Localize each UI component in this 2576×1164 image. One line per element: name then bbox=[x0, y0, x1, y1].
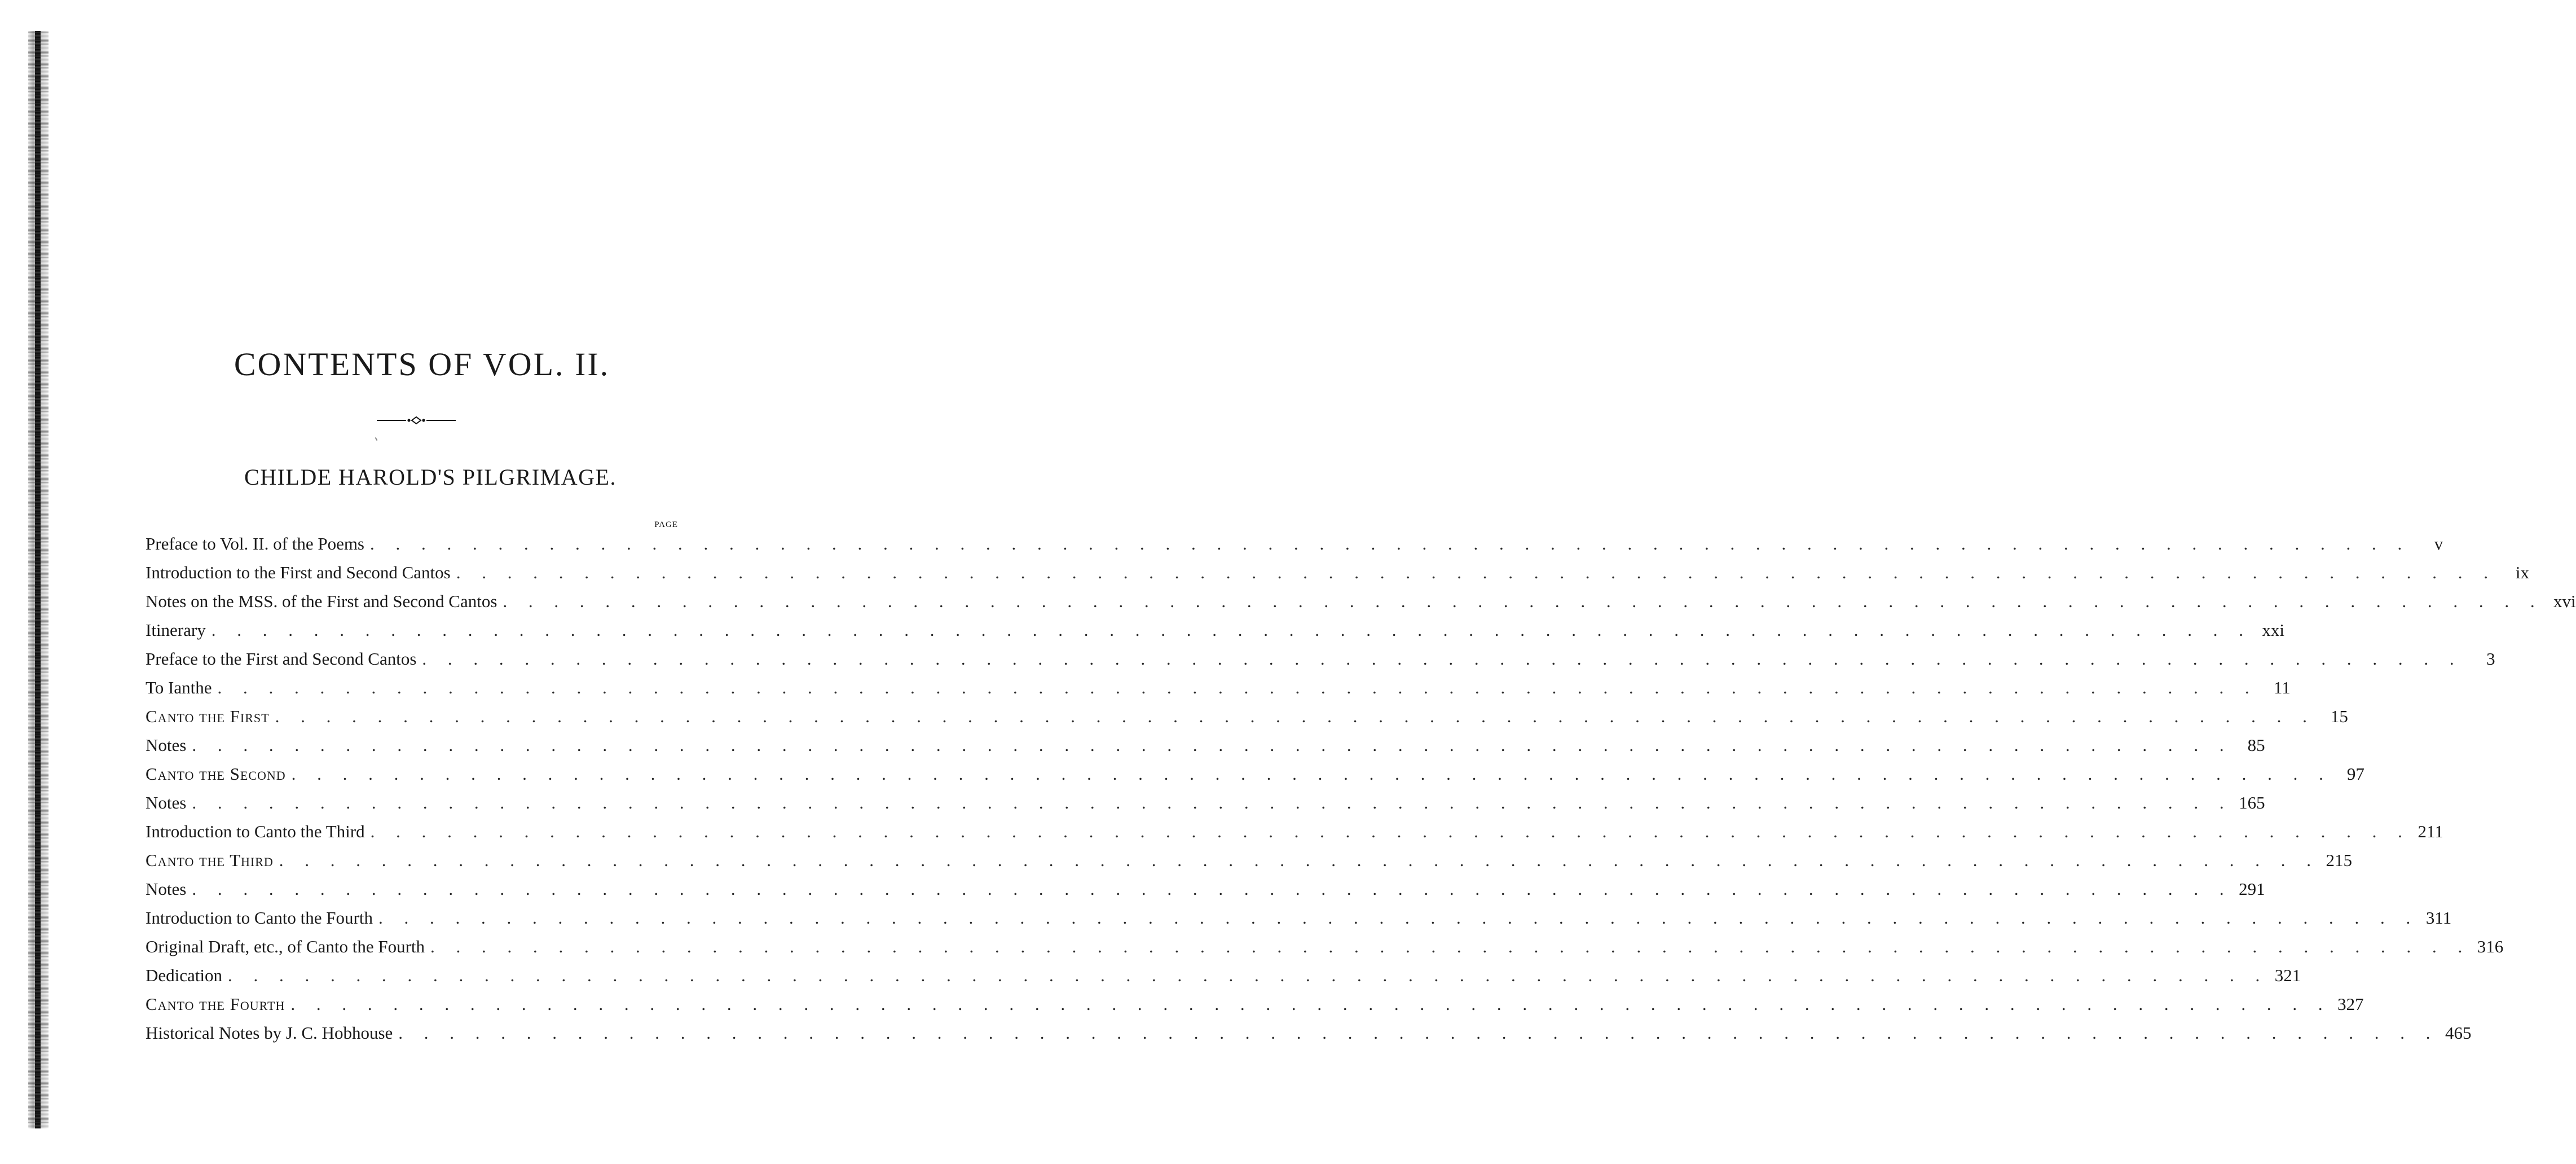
toc-entry-title: Canto the First bbox=[146, 706, 270, 726]
toc-entry bbox=[146, 558, 2529, 587]
toc-entry bbox=[146, 616, 2284, 644]
toc-entry-title: Original Draft, etc., of Canto the Fourth bbox=[146, 937, 425, 956]
toc-entry-page: ix bbox=[2515, 563, 2529, 582]
toc-entry bbox=[146, 846, 2353, 875]
toc-entry bbox=[146, 587, 2576, 616]
toc-entry bbox=[146, 644, 2495, 673]
dot-leader: . . . . . . . . . . . . . . . . . . . . . . . . . . . . . . . . . . . . . . . . . . . . . . . . . . . . . . . . . . . . . . . . . . . . . . . . . . . . . . . . bbox=[378, 908, 2419, 928]
page-column-heading: PAGE bbox=[654, 520, 678, 529]
dot-leader: . . . . . . . . . . . . . . . . . . . . . . . . . . . . . . . . . . . . . . . . . . . . . . . . . . . . . . . . . . . . . . . . . . . . . . . . . . . . . . . . bbox=[275, 706, 2315, 726]
dot-leader: . . . . . . . . . . . . . . . . . . . . . . . . . . . . . . . . . . . . . . . . . . . . . . . . . . . . . . . . . . . . . . . . . . . . . . . . . . . . . . . . bbox=[228, 965, 2269, 985]
ornament-divider bbox=[377, 415, 456, 425]
toc-entry-title: Canto the Fourth bbox=[146, 994, 285, 1014]
toc-entry-title: To Ianthe bbox=[146, 678, 212, 697]
toc-entry-page: xxi bbox=[2262, 620, 2284, 640]
toc-entry-page: 11 bbox=[2273, 678, 2291, 697]
toc-entry bbox=[146, 673, 2291, 702]
toc-entry-page: 15 bbox=[2330, 706, 2348, 726]
toc-entry-page: 3 bbox=[2486, 649, 2495, 669]
dot-leader: . . . . . . . . . . . . . . . . . . . . . . . . . . . . . . . . . . . . . . . . . . . . . . . . . . . . . . . . . . . . . . . . . . . . . . . . . . . . . . . . bbox=[290, 994, 2331, 1014]
toc-entry bbox=[146, 759, 2364, 788]
toc-entry-title: Historical Notes by J. C. Hobhouse bbox=[146, 1023, 393, 1043]
binding-line bbox=[35, 31, 41, 1128]
toc-entry bbox=[146, 731, 2265, 759]
dot-leader: . . . . . . . . . . . . . . . . . . . . . . . . . . . . . . . . . . . . . . . . . . . . . . . . . . . . . . . . . . . . . . . . . . . . . . . . . . . . . . . . bbox=[422, 649, 2463, 669]
toc-entry-title: Introduction to the First and Second Cantos bbox=[146, 563, 451, 582]
toc-entry bbox=[146, 961, 2301, 990]
toc-entry-title: Notes bbox=[146, 879, 187, 899]
toc-entry bbox=[146, 875, 2265, 903]
toc-entry-page: 85 bbox=[2247, 735, 2265, 755]
toc-entry bbox=[146, 1018, 2472, 1047]
toc-entry-page: 311 bbox=[2425, 908, 2452, 928]
toc-entry-page: 211 bbox=[2418, 822, 2443, 841]
toc-entry bbox=[146, 788, 2265, 817]
toc-entry bbox=[146, 903, 2452, 932]
dot-leader: . . . . . . . . . . . . . . . . . . . . . . . . . . . . . . . . . . . . . . . . . . . . . . . . . . . . . . . . . . . . . . . . . . . . . . . . . . . . . . . . bbox=[456, 563, 2496, 582]
toc-entry bbox=[146, 817, 2443, 846]
toc-entry-title: Itinerary bbox=[146, 620, 206, 640]
toc-entry-title: Preface to Vol. II. of the Poems bbox=[146, 534, 364, 554]
dot-leader: . . . . . . . . . . . . . . . . . . . . . . . . . . . . . . . . . . . . . . . . . . . . . . . . . . . . . . . . . . . . . . . . . . . . . . . . . . . . . . . . bbox=[370, 534, 2411, 554]
toc-entry bbox=[146, 932, 2504, 961]
toc-entry-title: Canto the Third bbox=[146, 850, 274, 870]
section-title: CHILDE HAROLD'S PILGRIMAGE. bbox=[244, 464, 617, 490]
dot-leader: . . . . . . . . . . . . . . . . . . . . . . . . . . . . . . . . . . . . . . . . . . . . . . . . . . . . . . . . . . . . . . . . . . . . . . . . . . . . . . . . bbox=[192, 879, 2232, 899]
dot-leader: . . . . . . . . . . . . . . . . . . . . . . . . . . . . . . . . . . . . . . . . . . . . . . . . . . . . . . . . . . . . . . . . . . . . . . . . . . . . . . . . bbox=[398, 1023, 2439, 1043]
toc-entry-page: 97 bbox=[2346, 764, 2364, 784]
toc-entry-page: 327 bbox=[2337, 994, 2364, 1014]
dot-leader: . . . . . . . . . . . . . . . . . . . . . . . . . . . . . . . . . . . . . . . . . . . . . . . . . . . . . . . . . . . . . . . . . . . . . . . . . . . . . . . . bbox=[279, 850, 2320, 870]
toc-entry-page: 321 bbox=[2274, 965, 2301, 985]
toc-entry-page: v bbox=[2434, 534, 2443, 554]
dot-leader: . . . . . . . . . . . . . . . . . . . . . . . . . . . . . . . . . . . . . . . . . . . . . . . . . . . . . . . . . . . . . . . . . . . . . . . . . . . . . . . . bbox=[291, 764, 2332, 784]
toc-entry bbox=[146, 702, 2348, 731]
dot-leader: . . . . . . . . . . . . . . . . . . . . . . . . . . . . . . . . . . . . . . . . . . . . . . . . . . . . . . . . . . . . . . . . . . . . . . . . . . . . . . . . bbox=[211, 620, 2252, 640]
table-of-contents bbox=[146, 529, 2576, 1047]
dot-leader: . . . . . . . . . . . . . . . . . . . . . . . . . . . . . . . . . . . . . . . . . . . . . . . . . . . . . . . . . . . . . . . . . . . . . . . . . . . . . . . . bbox=[370, 822, 2411, 841]
toc-entry-title: Notes bbox=[146, 793, 187, 812]
toc-entry-page: 291 bbox=[2239, 879, 2265, 899]
toc-entry-title: Preface to the First and Second Cantos bbox=[146, 649, 417, 669]
dot-leader: . . . . . . . . . . . . . . . . . . . . . . . . . . . . . . . . . . . . . . . . . . . . . . . . . . . . . . . . . . . . . . . . . . . . . . . . . . . . . . . . bbox=[192, 793, 2232, 812]
toc-entry-page: 165 bbox=[2239, 793, 2265, 812]
toc-entry-page: 465 bbox=[2445, 1023, 2472, 1043]
toc-entry bbox=[146, 990, 2364, 1018]
page-title: CONTENTS OF VOL. II. bbox=[234, 346, 610, 383]
toc-entry-page: 215 bbox=[2326, 850, 2353, 870]
binding-edge bbox=[27, 31, 50, 1128]
toc-entry-page: xvi bbox=[2553, 591, 2576, 611]
toc-entry-title: Notes bbox=[146, 735, 187, 755]
dot-leader: . . . . . . . . . . . . . . . . . . . . . . . . . . . . . . . . . . . . . . . . . . . . . . . . . . . . . . . . . . . . . . . . . . . . . . . . . . . . . . . . bbox=[192, 735, 2232, 755]
toc-entry-title: Dedication bbox=[146, 965, 223, 985]
toc-entry-title: Introduction to Canto the Third bbox=[146, 822, 365, 841]
stray-mark bbox=[375, 437, 378, 441]
toc-entry bbox=[146, 529, 2443, 558]
toc-entry-title: Canto the Second bbox=[146, 764, 286, 784]
toc-entry-page: 316 bbox=[2477, 937, 2504, 956]
toc-entry-title: Introduction to Canto the Fourth bbox=[146, 908, 373, 928]
dot-leader: . . . . . . . . . . . . . . . . . . . . . . . . . . . . . . . . . . . . . . . . . . . . . . . . . . . . . . . . . . . . . . . . . . . . . . . . . . . . . . . . bbox=[217, 678, 2258, 697]
dot-leader: . . . . . . . . . . . . . . . . . . . . . . . . . . . . . . . . . . . . . . . . . . . . . . . . . . . . . . . . . . . . . . . . . . . . . . . . . . . . . . . . bbox=[430, 937, 2471, 956]
toc-entry-title: Notes on the MSS. of the First and Second Cantos bbox=[146, 591, 497, 611]
dot-leader: . . . . . . . . . . . . . . . . . . . . . . . . . . . . . . . . . . . . . . . . . . . . . . . . . . . . . . . . . . . . . . . . . . . . . . . . . . . . . . . . bbox=[503, 591, 2543, 611]
